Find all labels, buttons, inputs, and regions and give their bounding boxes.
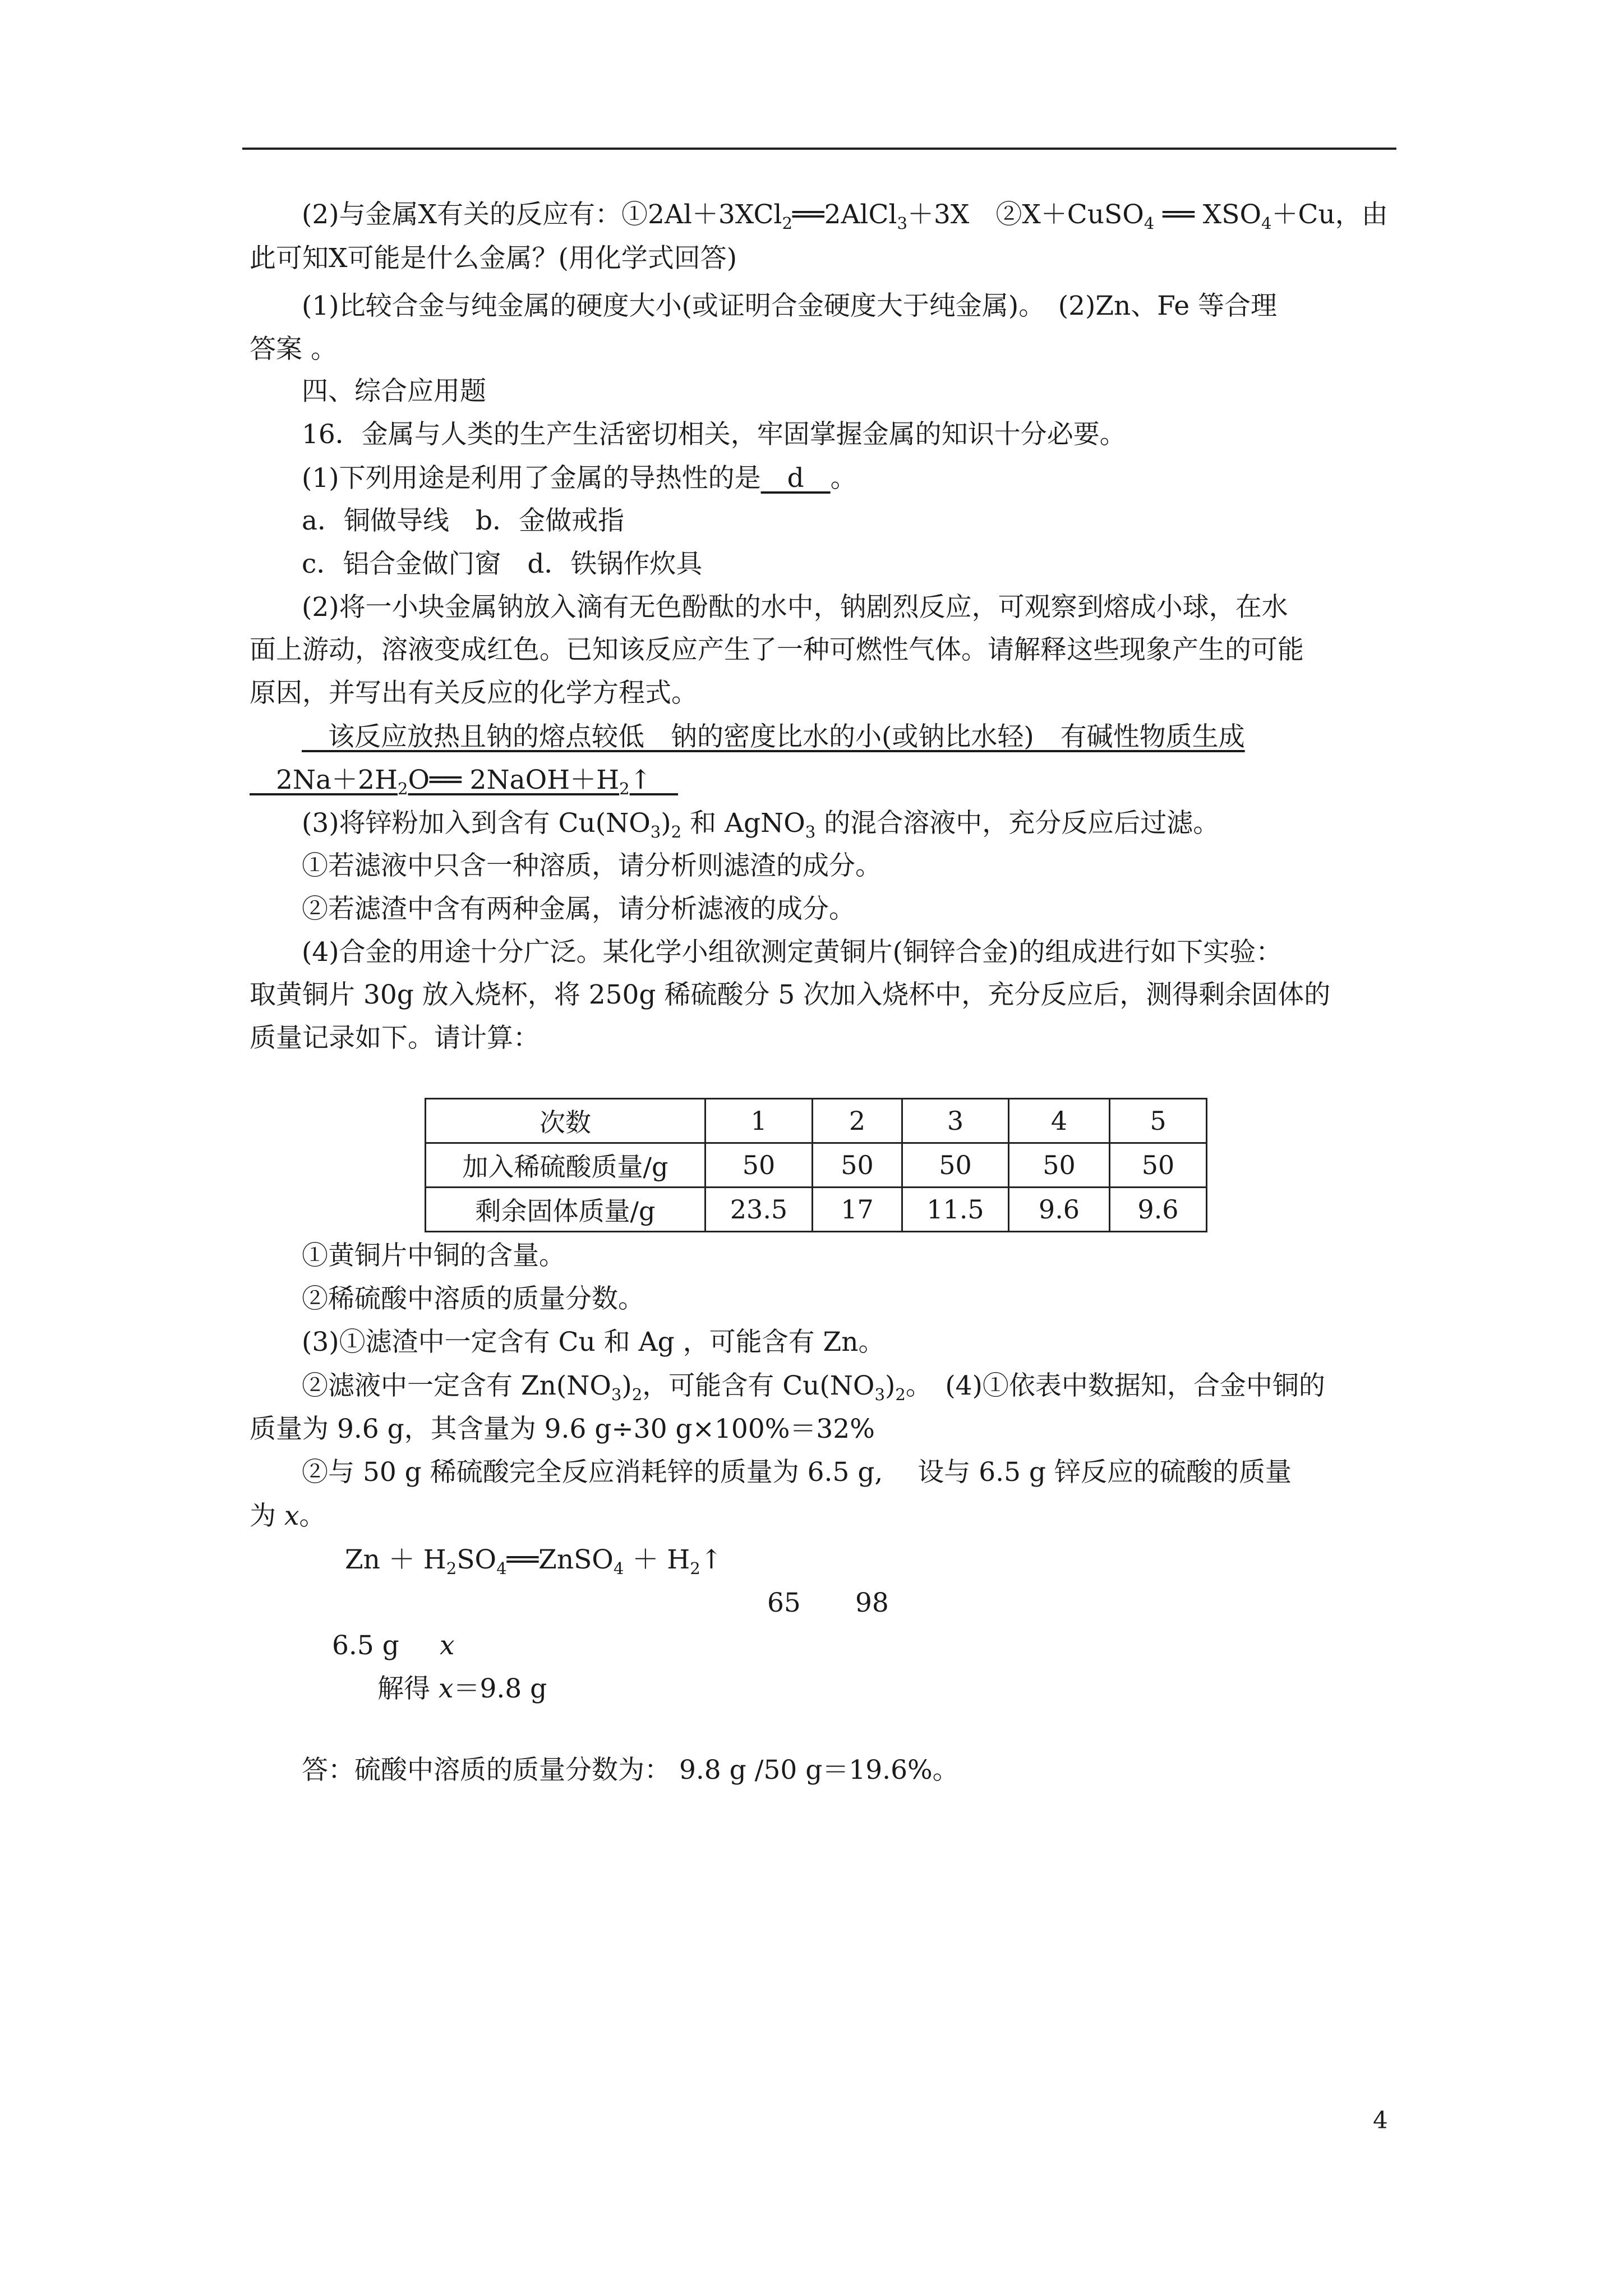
table-cell: 5 — [1110, 1099, 1207, 1143]
answer-line: ②与 50 g 稀硫酸完全反应消耗锌的质量为 6.5 g, 设与 6.5 g 锌反应的硫酸的质量 — [302, 1457, 1292, 1488]
header-rule — [242, 148, 1396, 150]
answer-line: (3)①滤渣中一定含有 Cu 和 Ag ，可能含有 Zn。 — [302, 1327, 885, 1358]
text-line: (1)比较合金与纯金属的硬度大小(或证明合金硬度大于纯金属)。 (2)Zn、Fe 等合理 — [302, 291, 1278, 321]
option-line: c．铝合金做门窗 d．铁锅作炊具 — [302, 549, 703, 579]
text-line: 取黄铜片 30g 放入烧杯，将 250g 稀硫酸分 5 次加入烧杯中，充分反应后，测得剩余固体的 — [250, 979, 1331, 1010]
table-cell: 17 — [813, 1188, 902, 1232]
table-row — [426, 1143, 1207, 1188]
text-line: (2)将一小块金属钠放入滴有无色酚酞的水中，钠剧烈反应，可观察到熔成小球，在水 — [302, 592, 1288, 623]
table-row — [426, 1188, 1207, 1232]
table-cell: 次数 — [426, 1099, 706, 1143]
text-line: (2)与金属X有关的反应有：①2Al＋3XCl$_2$══2AlCl$_3$＋3X ②X＋CuSO$_4$ ══ $XSO_4+Cu$，由 — [302, 199, 1388, 233]
text-line: ①若滤液中只含一种溶质，请分析则滤渣的成分。 — [302, 850, 882, 881]
reaction-mass: x — [440, 1630, 455, 1661]
table-cell: 剩余固体质量/g — [426, 1188, 706, 1232]
table-cell: 11.5 — [902, 1188, 1009, 1232]
table-cell: 50 — [1009, 1143, 1110, 1188]
table-cell: 2 — [813, 1099, 902, 1143]
text-line: (4)合金的用途十分广泛。某化学小组欲测定黄铜片(铜锌合金)的组成进行如下实验： — [302, 937, 1283, 968]
text-line: 面上游动，溶液变成红色。已知该反应产生了一种可燃性气体。请解释这些现象产生的可能 — [250, 634, 1304, 665]
final-answer: 答：硫酸中溶质的质量分数为： 9.8 g /50 g＝19.6%。 — [302, 1755, 959, 1786]
text-line: 答案 。 — [250, 334, 337, 365]
text-line: 此可知X可能是什么金属？(用化学式回答) — [250, 243, 737, 274]
molar-mass: 98 — [855, 1588, 889, 1618]
table-cell: 4 — [1009, 1099, 1110, 1143]
table-cell: 9.6 — [1110, 1188, 1207, 1232]
answer-blank: d — [760, 463, 831, 494]
table-cell: 3 — [902, 1099, 1009, 1143]
answer-line: 为 x。 — [250, 1501, 326, 1531]
reaction-equation: $Zn + H_2SO_4══ZnSO_4$ ＋ $H_2↑$ — [345, 1544, 723, 1579]
data-table — [425, 1098, 1207, 1232]
table-cell: 1 — [706, 1099, 813, 1143]
text-line: ②稀硫酸中溶质的质量分数。 — [302, 1283, 644, 1314]
answer-line: 质量为 9.6 g，其含量为 9.6 g÷30 g×100%＝32% — [250, 1414, 875, 1444]
table-cell: 50 — [1110, 1143, 1207, 1188]
molar-mass: 65 — [767, 1588, 801, 1618]
table-cell: 50 — [902, 1143, 1009, 1188]
table-cell: 23.5 — [706, 1188, 813, 1232]
text-line: 质量记录如下。请计算： — [250, 1023, 540, 1053]
answer-line: ②滤液中一定含有 $Zn(NO_3)_2$，可能含有 $Cu(NO_3)_2$。 (4)①依表中数据知，合金中铜的 — [302, 1370, 1325, 1405]
table-cell: 50 — [706, 1143, 813, 1188]
answer-line: 该反应放热且钠的熔点较低 钠的密度比水的小(或钠比水轻) 有碱性物质生成 — [302, 721, 1245, 752]
solution-line: 解得 x＝9.8 g — [377, 1673, 547, 1704]
text-line: 原因，并写出有关反应的化学方程式。 — [250, 678, 698, 708]
table-cell: 9.6 — [1009, 1188, 1110, 1232]
question-16: 16．金属与人类的生产生活密切相关，牢固掌握金属的知识十分必要。 — [302, 419, 1126, 450]
text-line: (3)将锌粉加入到含有 $Cu(NO_3)_2$ 和 AgNO$_3$ 的混合溶液中，充分反应后过滤。 — [302, 808, 1220, 842]
table-header-row — [426, 1099, 1207, 1143]
text-line: ①黄铜片中铜的含量。 — [302, 1240, 565, 1271]
answer-equation: $2Na+2H_2O══$ $2NaOH+H_2↑$ — [250, 765, 679, 799]
section-heading: 四、综合应用题 — [302, 376, 486, 407]
page-number: 4 — [1373, 2106, 1388, 2134]
text-line: ②若滤渣中含有两种金属，请分析滤液的成分。 — [302, 894, 855, 924]
text-line: (1)下列用途是利用了金属的导热性的是 d 。 — [302, 463, 857, 494]
table-cell: 加入稀硫酸质量/g — [426, 1143, 706, 1188]
option-line: a．铜做导线 b．金做戒指 — [302, 505, 625, 536]
table-cell: 50 — [813, 1143, 902, 1188]
reaction-mass: 6.5 g — [332, 1630, 399, 1661]
